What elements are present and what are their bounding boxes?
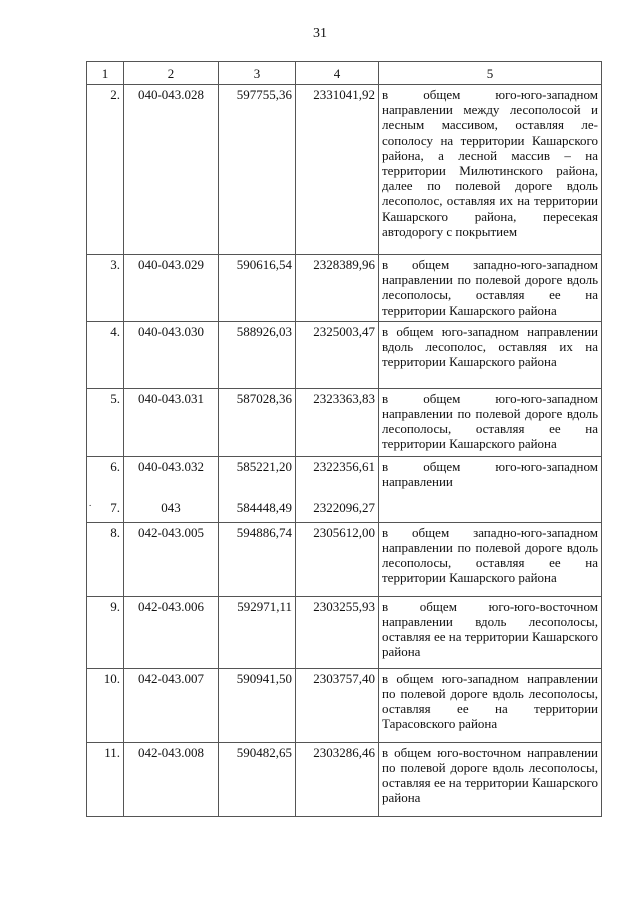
table-row [87, 742, 602, 816]
point-code: 040-043.031 [124, 388, 219, 456]
coord-y: 2303255,93 [296, 596, 379, 668]
coord-x-secondary: 584448,49 [236, 500, 292, 516]
row-number [87, 456, 124, 522]
boundary-description: в общем западно-юго-западном направлении по полевой дороге вдоль лесополосы, оставляя ее на территории Кашарского района [379, 522, 602, 596]
stray-mark: . [89, 498, 92, 508]
point-code [124, 456, 219, 522]
row-number: 11. [87, 742, 124, 816]
row-number: 8. [87, 522, 124, 596]
boundary-points-table [86, 61, 602, 817]
coord-y: 2323363,83 [296, 388, 379, 456]
coord-x: 590616,54 [219, 255, 296, 322]
coord-x: 592971,11 [219, 596, 296, 668]
row-number: 3. [87, 255, 124, 322]
row-number: 4. [87, 321, 124, 388]
coord-y [296, 456, 379, 522]
row-number: 2. [87, 85, 124, 255]
coord-y: 2303286,46 [296, 742, 379, 816]
table-header-row [87, 62, 602, 85]
table-row [87, 596, 602, 668]
coord-x: 597755,36 [219, 85, 296, 255]
coord-y: 2331041,92 [296, 85, 379, 255]
coord-x: 588926,03 [219, 321, 296, 388]
coord-y: 2305612,00 [296, 522, 379, 596]
table-row [87, 85, 602, 255]
coord-y-primary: 2322356,61 [313, 458, 375, 474]
boundary-description: в общем юго-юго-западном направлении [379, 456, 602, 522]
coord-x: 594886,74 [219, 522, 296, 596]
coord-y: 2328389,96 [296, 255, 379, 322]
table-row [87, 668, 602, 742]
header-col-3: 3 [219, 62, 296, 85]
table-row [87, 522, 602, 596]
boundary-description: в общем юго-юго-западном направлении по полевой дороге вдоль лесополосы, оставляя ее на территории Кашарского района [379, 388, 602, 456]
point-code: 042-043.008 [124, 742, 219, 816]
row-number: 5. [87, 388, 124, 456]
coord-y-secondary: 2322096,27 [313, 500, 375, 516]
boundary-description: в общем юго-западном направлении по полевой дороге вдоль лесополосы, оставляя ее на территории Тарасовского района [379, 668, 602, 742]
point-code: 042-043.005 [124, 522, 219, 596]
coord-x: 590941,50 [219, 668, 296, 742]
boundary-description: в общем юго-западном направлении вдоль лесополос, оставляя их на территории Кашарского района [379, 321, 602, 388]
boundary-description: в общем юго-восточном направлении по полевой дороге вдоль лесополосы, оставляя ее на территории Кашарского района [379, 742, 602, 816]
coord-y: 2303757,40 [296, 668, 379, 742]
boundary-description: в общем западно-юго-западном направлении по полевой дороге вдоль лесополосы, оставляя ее на территории Кашарского района [379, 255, 602, 322]
point-code-primary: 040-043.032 [137, 458, 205, 474]
table-row [87, 456, 602, 522]
table-row [87, 255, 602, 322]
header-col-5: 5 [379, 62, 602, 85]
point-code-secondary: 043 [161, 500, 181, 516]
table-row [87, 388, 602, 456]
row-number-primary: 6. [110, 458, 120, 474]
coord-y: 2325003,47 [296, 321, 379, 388]
page-number: 31 [313, 26, 327, 41]
table-row [87, 321, 602, 388]
point-code: 040-043.030 [124, 321, 219, 388]
boundary-description: в общем юго-юго-восточном направлении вдоль лесополосы, оставляя ее на территории Кашарского района [379, 596, 602, 668]
row-number: 10. [87, 668, 124, 742]
coord-x-primary: 585221,20 [236, 458, 292, 474]
coord-x: 590482,65 [219, 742, 296, 816]
coord-x [219, 456, 296, 522]
point-code: 040-043.028 [124, 85, 219, 255]
point-code: 042-043.007 [124, 668, 219, 742]
header-col-1: 1 [87, 62, 124, 85]
row-number: 9. [87, 596, 124, 668]
boundary-description: в общем юго-юго-западном направлении между лесополосой и лесным массивом, оставляя лесополосу на территории Кашарского района, а лесной массив – на территории Милютинского района, далее по полевой дороге вдоль лесополос, оставляя их на территории Кашарского района, пересекая автодорогу с покрытием [379, 85, 602, 255]
header-col-2: 2 [124, 62, 219, 85]
coord-x: 587028,36 [219, 388, 296, 456]
header-col-4: 4 [296, 62, 379, 85]
point-code: 042-043.006 [124, 596, 219, 668]
point-code: 040-043.029 [124, 255, 219, 322]
row-number-secondary: 7. [110, 500, 120, 516]
